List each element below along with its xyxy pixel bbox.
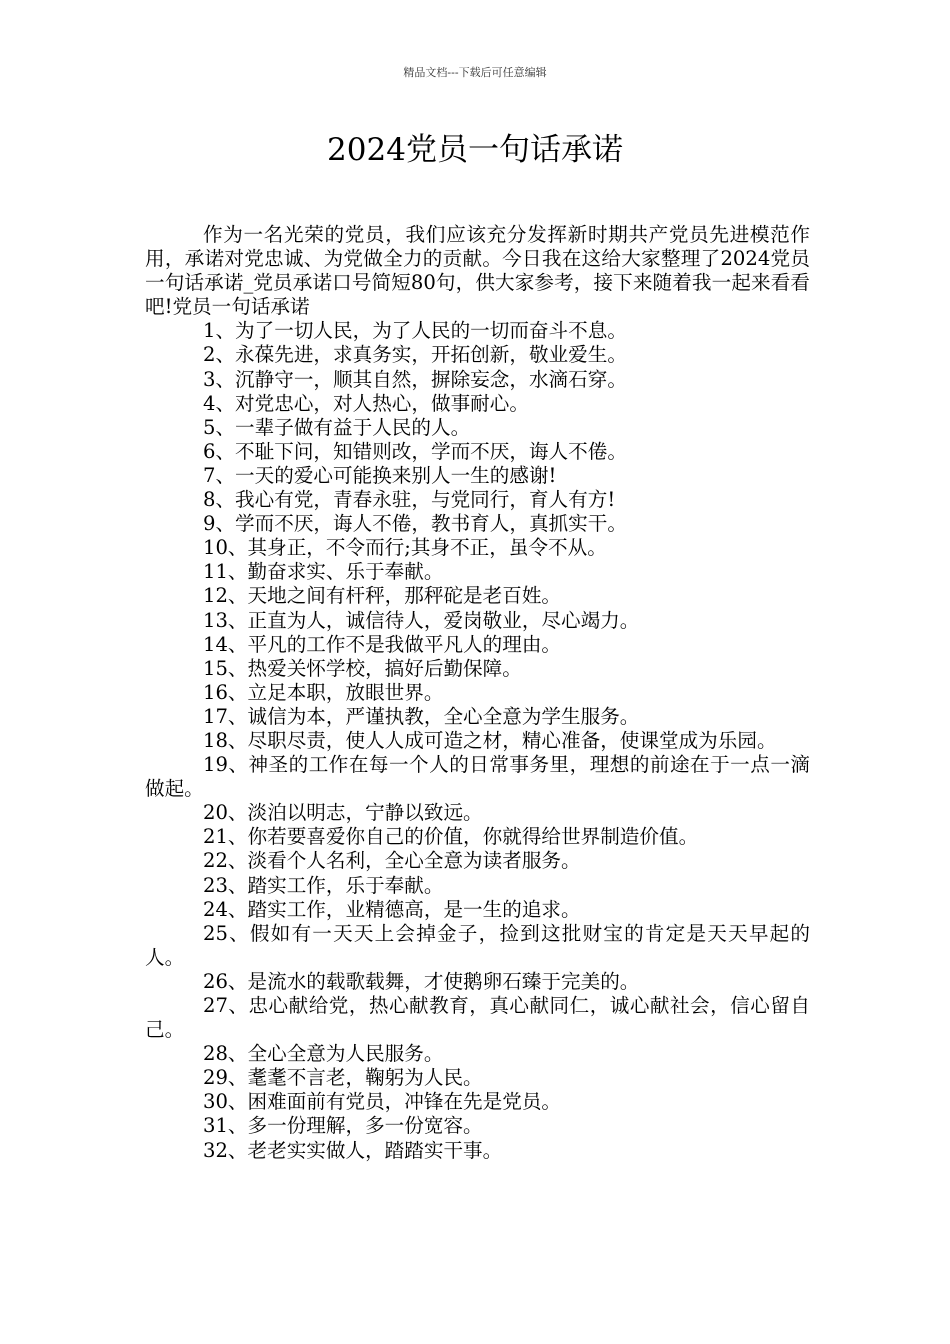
list-item: 7、一天的爱心可能换来别人一生的感谢! <box>203 463 557 487</box>
list-item: 25、假如有一天天上会掉金子，捡到这批财宝的肯定是天天早起的人。 <box>145 921 810 969</box>
list-item: 10、其身正，不令而行;其身不正，虽令不从。 <box>203 536 607 560</box>
list-item: 21、你若要喜爱你自己的价值，你就得给世界制造价值。 <box>203 825 699 849</box>
list-item: 4、对党忠心，对人热心，做事耐心。 <box>203 391 529 415</box>
list-item: 28、全心全意为人民服务。 <box>203 1042 444 1066</box>
list-item: 24、踏实工作，业精德高，是一生的追求。 <box>203 897 581 921</box>
list-item: 2、永葆先进，求真务实，开拓创新，敬业爱生。 <box>203 343 627 367</box>
list-item: 1、为了一切人民，为了人民的一切而奋斗不息。 <box>203 319 627 343</box>
page-header: 精品文档---下载后可任意编辑 <box>403 66 547 79</box>
page-title: 2024党员一句话承诺 <box>327 132 623 168</box>
list-item: 11、勤奋求实、乐于奉献。 <box>203 560 444 584</box>
list-item: 12、天地之间有杆秤，那秤砣是老百姓。 <box>203 584 562 608</box>
intro-paragraph: 作为一名光荣的党员，我们应该充分发挥新时期共产党员先进模范作用，承诺对党忠诚、为党做全力的贡献。今日我在这给大家整理了2024党员一句话承诺_党员承诺口号简短80句，供大家参考，接下来随着我一起来看看吧!党员一句话承诺 <box>145 223 810 319</box>
list-item: 18、尽职尽责，使人人成可造之材，精心准备，使课堂成为乐园。 <box>203 728 777 752</box>
list-item: 29、耄耄不言老，鞠躬为人民。 <box>203 1066 483 1090</box>
list-item: 23、踏实工作，乐于奉献。 <box>203 873 444 897</box>
list-item: 20、淡泊以明志，宁静以致远。 <box>203 801 483 825</box>
list-item: 17、诚信为本，严谨执教，全心全意为学生服务。 <box>203 704 640 728</box>
list-item: 13、正直为人，诚信待人，爱岗敬业，尽心竭力。 <box>203 608 640 632</box>
list-item: 15、热爱关怀学校，搞好后勤保障。 <box>203 656 522 680</box>
list-item: 9、学而不厌，诲人不倦，教书育人，真抓实干。 <box>203 512 627 536</box>
list-item: 32、老老实实做人，踏踏实干事。 <box>203 1138 503 1162</box>
list-item: 27、忠心献给党，热心献教育，真心献同仁，诚心献社会，信心留自己。 <box>145 994 810 1042</box>
document-body <box>145 223 810 1163</box>
list-item: 22、淡看个人名利，全心全意为读者服务。 <box>203 849 581 873</box>
list-item: 31、多一份理解，多一份宽容。 <box>203 1114 483 1138</box>
list-item: 14、平凡的工作不是我做平凡人的理由。 <box>203 632 562 656</box>
list-item: 5、一辈子做有益于人民的人。 <box>203 415 471 439</box>
list-item: 6、不耻下问，知错则改，学而不厌，诲人不倦。 <box>203 439 627 463</box>
list-item: 19、神圣的工作在每一个人的日常事务里，理想的前途在于一点一滴做起。 <box>145 753 810 801</box>
list-item: 30、困难面前有党员，冲锋在先是党员。 <box>203 1090 562 1114</box>
list-item: 8、我心有党，青春永驻，与党同行，育人有方! <box>203 488 616 512</box>
list-item: 26、是流水的载歌载舞，才使鹅卵石臻于完美的。 <box>203 969 640 993</box>
list-item: 16、立足本职，放眼世界。 <box>203 680 444 704</box>
list-item: 3、沉静守一，顺其自然，摒除妄念，水滴石穿。 <box>203 367 627 391</box>
